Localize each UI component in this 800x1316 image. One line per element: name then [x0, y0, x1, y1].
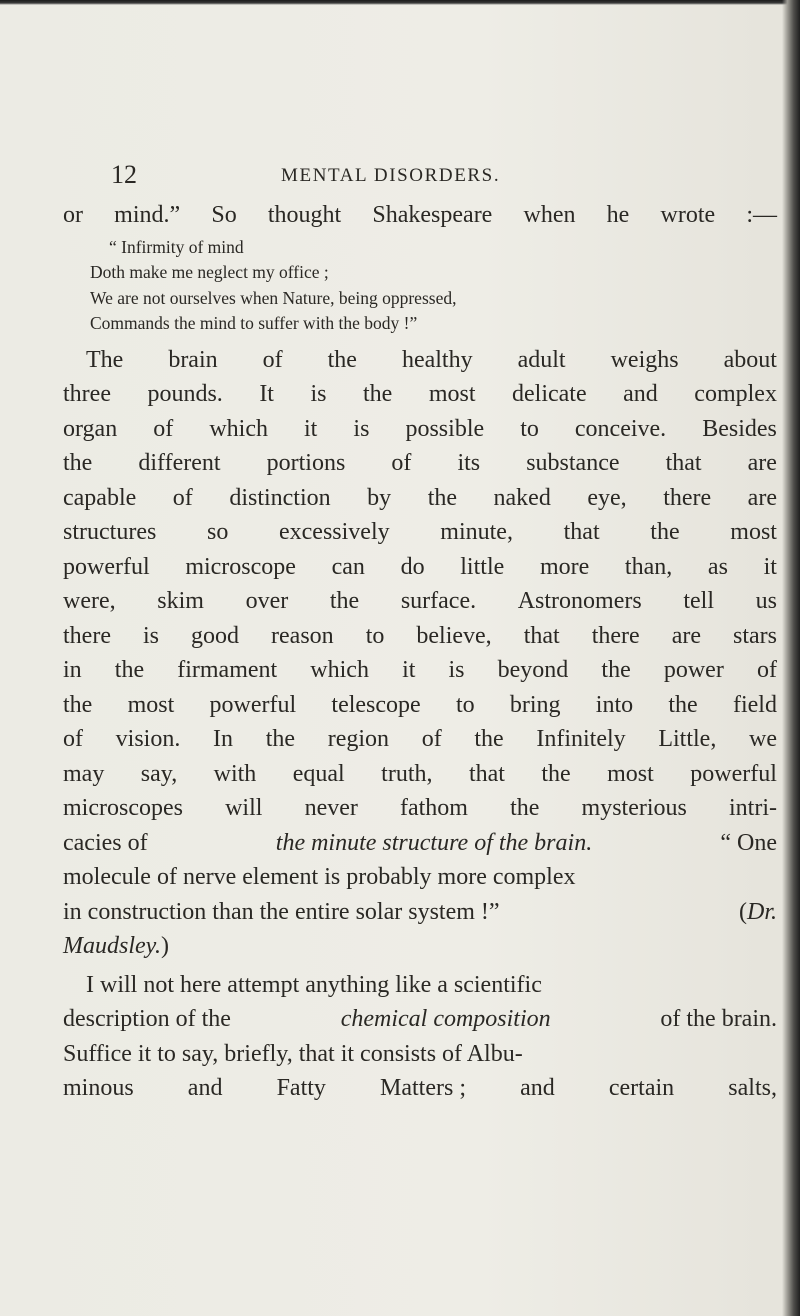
italic-phrase: the minute structure of the brain. [275, 829, 593, 856]
text-line: may say, with equal truth, that the most powerful [63, 760, 777, 787]
paragraph-brain [63, 343, 777, 826]
word: and [520, 1075, 555, 1101]
text-segment: Suffice it to say, briefly, that it consists of Albu- [63, 1040, 523, 1067]
word: wrote [660, 202, 716, 228]
italic-phrase: chemical composition [340, 1006, 551, 1032]
text-line [63, 826, 777, 861]
text-segment: in construction than the entire solar system !” [63, 898, 500, 925]
text-segment: molecule of nerve element is probably more complex [63, 864, 576, 890]
page-top-shadow [0, 0, 800, 5]
page-header [111, 160, 771, 190]
word: mind.” [114, 202, 181, 228]
text-line: capable of distinction by the naked eye, there are [63, 484, 777, 511]
text-line [63, 860, 777, 895]
word: thought [267, 202, 342, 228]
text-segment: description of the [63, 1006, 231, 1032]
shakespeare-quote [63, 235, 777, 337]
word: salts, [728, 1075, 777, 1101]
text-segment: cacies of [63, 829, 148, 856]
body-text [63, 198, 777, 1106]
page-gutter-shadow [782, 0, 800, 1316]
text-line: of vision. In the region of the Infinitely Little, we [63, 726, 777, 752]
word: :— [746, 202, 777, 228]
text-segment: I will not here attempt anything like a scientific [86, 971, 542, 998]
word: minous [63, 1075, 134, 1101]
text-line: organ of which it is possible to conceive. Besides [63, 415, 777, 442]
running-head: MENTAL DISORDERS. [281, 165, 501, 186]
citation-close: Maudsley.) [63, 933, 169, 959]
text-segment: of the brain. [660, 1006, 777, 1032]
word: Shakespeare [372, 202, 493, 228]
word: or [63, 202, 83, 228]
word: Matters ; [380, 1075, 466, 1101]
text-line [63, 968, 777, 1003]
text-line: were, skim over the surface. Astronomers tell us [63, 588, 777, 614]
citation-author: Maudsley. [63, 933, 161, 959]
word: when [523, 202, 576, 228]
text-line [63, 1002, 777, 1037]
text-line: three pounds. It is the most delicate and complex [63, 381, 777, 407]
word: So [211, 202, 237, 228]
text-line: the most powerful telescope to bring into the field [63, 691, 777, 718]
text-line [63, 895, 777, 930]
quote-line: We are not ourselves when Nature, being oppressed, [90, 287, 457, 308]
text-line: The brain of the healthy adult weighs about [86, 346, 777, 373]
citation-author: Dr. [746, 898, 777, 925]
text-line: structures so excessively minute, that the most [63, 519, 777, 545]
text-line: there is good reason to believe, that there are stars [63, 622, 777, 649]
text-line [63, 929, 777, 964]
quote-line: Commands the mind to suffer with the body !” [90, 313, 418, 333]
word: he [606, 202, 630, 228]
text-line: in the firmament which it is beyond the power of [63, 657, 777, 683]
quote-line: “ Infirmity of mind [109, 236, 244, 257]
text-line [63, 1037, 777, 1072]
word: Fatty [276, 1075, 326, 1101]
word: and [187, 1075, 223, 1101]
text-line: the different portions of its substance that are [63, 450, 777, 476]
page-number: 12 [111, 160, 137, 189]
text-line: microscopes will never fathom the mysterious intri- [63, 795, 777, 821]
intro-line [63, 198, 777, 233]
text-line: powerful microscope can do little more than, as it [63, 553, 777, 580]
quote-line: Doth make me neglect my office ; [90, 262, 329, 282]
word: certain [608, 1075, 675, 1101]
citation-open: (Dr. [738, 898, 777, 925]
text-segment: “ One [720, 829, 777, 856]
text-line [63, 1071, 777, 1106]
